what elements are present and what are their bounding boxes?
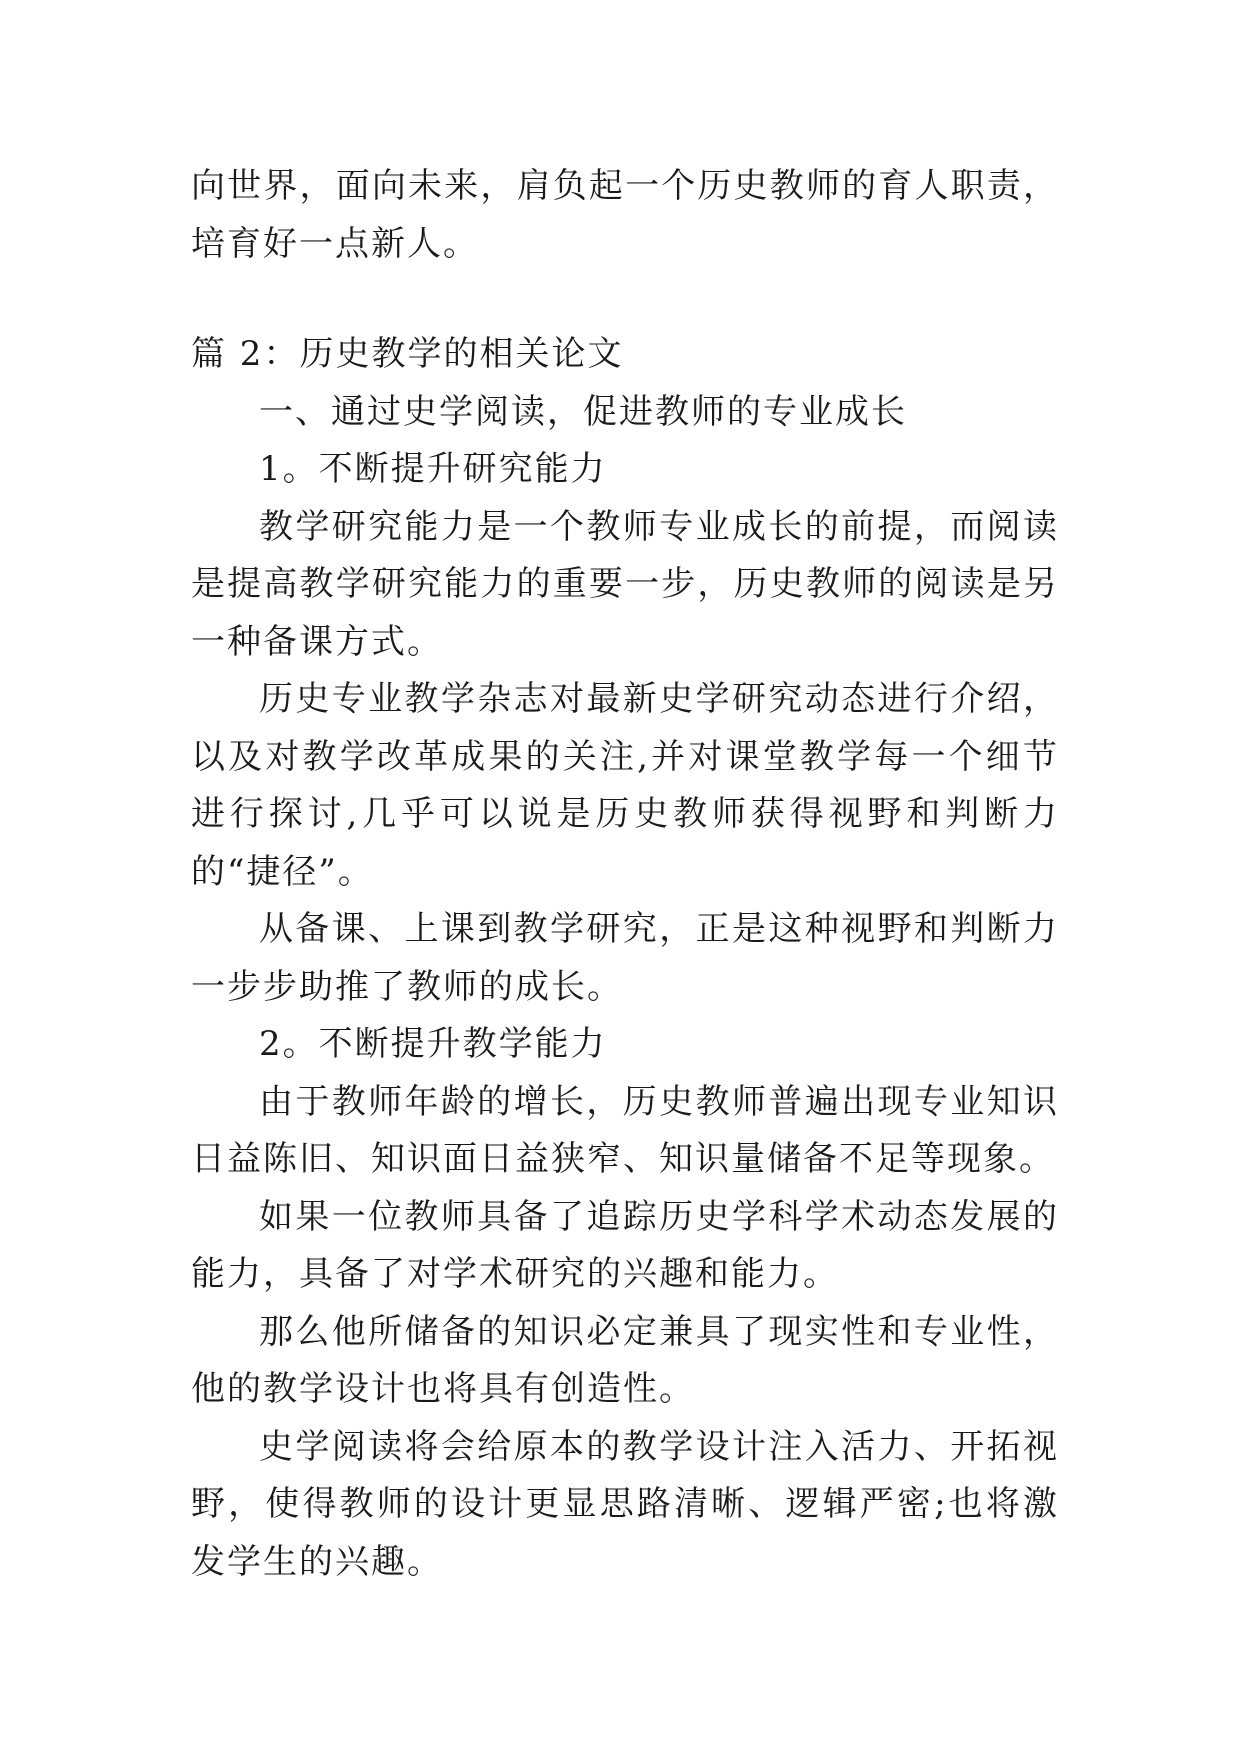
paragraph: 那么他所储备的知识必定兼具了现实性和专业性，他的教学设计也将具有创造性。: [191, 1311, 1059, 1409]
paragraph: 由于教师年龄的增长，历史教师普遍出现专业知识日益陈旧、知识面日益狭窄、知识量储备不足等现象。: [191, 1081, 1059, 1179]
subsection-heading: 一、通过史学阅读，促进教师的专业成长: [259, 391, 907, 432]
paragraph: 史学阅读将会给原本的教学设计注入活力、开拓视野，使得教师的设计更显思路清晰、逻辑严密;也将激发学生的兴趣。: [191, 1426, 1059, 1582]
paragraph: 从备课、上课到教学研究，正是这种视野和判断力一步步助推了教师的成长。: [191, 909, 1059, 1007]
numbered-heading-2: 2。不断提升教学能力: [259, 1024, 607, 1064]
section-heading: 篇 2：历史教学的相关论文: [191, 334, 624, 374]
paragraph: 教学研究能力是一个教师专业成长的前提，而阅读是提高教学研究能力的重要一步，历史教师的阅读是另一种备课方式。: [191, 506, 1059, 662]
paragraph: 历史专业教学杂志对最新史学研究动态进行介绍，以及对教学改革成果的关注,并对课堂教学每一个细节进行探讨,几乎可以说是历史教师获得视野和判断力的“捷径”。: [191, 679, 1059, 892]
paragraph: 如果一位教师具备了追踪历史学科学术动态发展的能力，具备了对学术研究的兴趣和能力。: [191, 1196, 1059, 1294]
document-body: [191, 158, 1059, 1591]
paragraph-continuation: 向世界，面向未来，肩负起一个历史教师的育人职责，培育好一点新人。: [191, 166, 1059, 264]
numbered-heading-1: 1。不断提升研究能力: [259, 449, 607, 489]
